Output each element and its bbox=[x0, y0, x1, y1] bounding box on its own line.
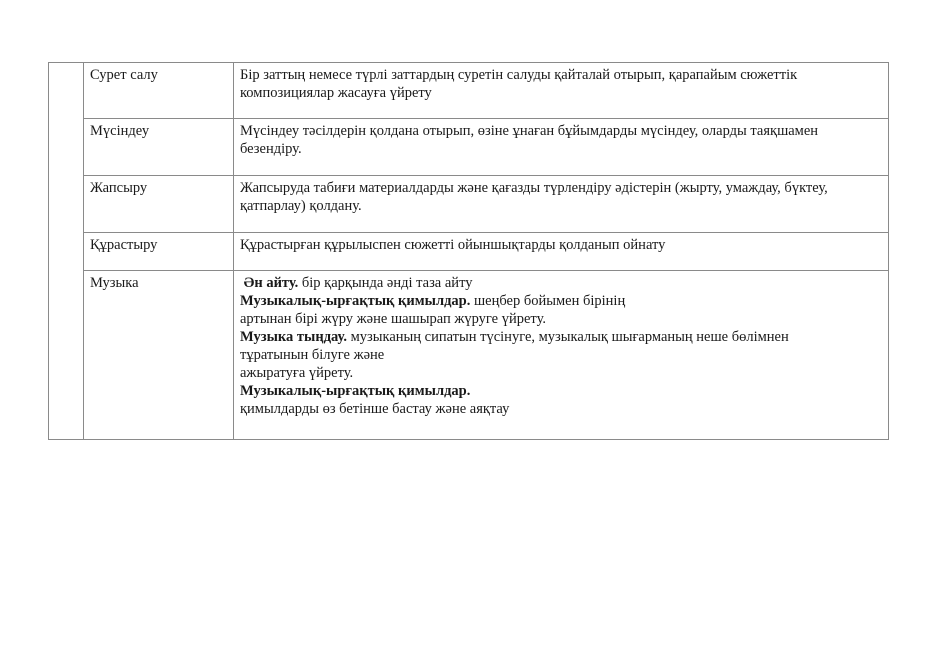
music-line bbox=[240, 400, 882, 418]
music-line-text: артынан бірі жүру және шашырап жүруге үйрету. bbox=[240, 311, 546, 327]
table-row bbox=[49, 176, 889, 233]
description-cell: Жапсыруда табиғи материалдарды және қағазды түрлендіру әдістерін (жырту, умаждау, бүктеу, қатпарлау) қолдану. bbox=[234, 176, 889, 233]
curriculum-table bbox=[48, 62, 889, 440]
description-cell: Бір заттың немесе түрлі заттардың суретін салуды қайталай отырып, қарапайым сюжеттік композициялар жасауға үйрету bbox=[234, 63, 889, 119]
music-line-heading: Музыкалық-ырғақтық қимылдар. bbox=[240, 293, 471, 309]
music-line-text: шеңбер бойымен бірінің bbox=[470, 293, 626, 309]
subject-cell: Мүсіндеу bbox=[84, 119, 234, 176]
music-line bbox=[240, 328, 882, 346]
music-line bbox=[240, 382, 882, 400]
music-line-heading: Музыкалық-ырғақтық қимылдар. bbox=[240, 383, 471, 399]
table-row bbox=[49, 271, 889, 440]
table-row bbox=[49, 233, 889, 271]
music-line-text: қимылдарды өз бетінше бастау және аяқтау bbox=[240, 401, 510, 417]
subject-cell: Құрастыру bbox=[84, 233, 234, 271]
subject-cell: Жапсыру bbox=[84, 176, 234, 233]
description-cell: Құрастырған құрылыспен сюжетті ойыншықтарды қолданып ойнату bbox=[234, 233, 889, 271]
music-line-heading: Ән айту. bbox=[243, 275, 299, 291]
music-line-text: ажыратуға үйрету. bbox=[240, 365, 354, 381]
music-line-text: музыканың сипатын түсінуге, музыкалық шығарманың неше бөлімнен bbox=[346, 329, 789, 345]
music-line-text: тұратынын білуге және bbox=[240, 347, 385, 363]
subject-cell: Сурет салу bbox=[84, 63, 234, 119]
music-line bbox=[240, 310, 882, 328]
music-line bbox=[240, 274, 882, 292]
table-row bbox=[49, 63, 889, 119]
subject-cell: Музыка bbox=[84, 271, 234, 440]
music-line bbox=[240, 292, 882, 310]
music-line bbox=[240, 364, 882, 382]
left-margin-column bbox=[49, 63, 84, 440]
description-cell: Мүсіндеу тәсілдерін қолдана отырып, өзіне ұнаған бұйымдарды мүсіндеу, оларды таяқшамен безендіру. bbox=[234, 119, 889, 176]
music-line bbox=[240, 346, 882, 364]
table-row bbox=[49, 119, 889, 176]
music-description-cell bbox=[234, 271, 889, 440]
music-line-text: бір қарқында әнді таза айту bbox=[298, 275, 473, 291]
music-line-heading: Музыка тыңдау. bbox=[240, 329, 347, 345]
